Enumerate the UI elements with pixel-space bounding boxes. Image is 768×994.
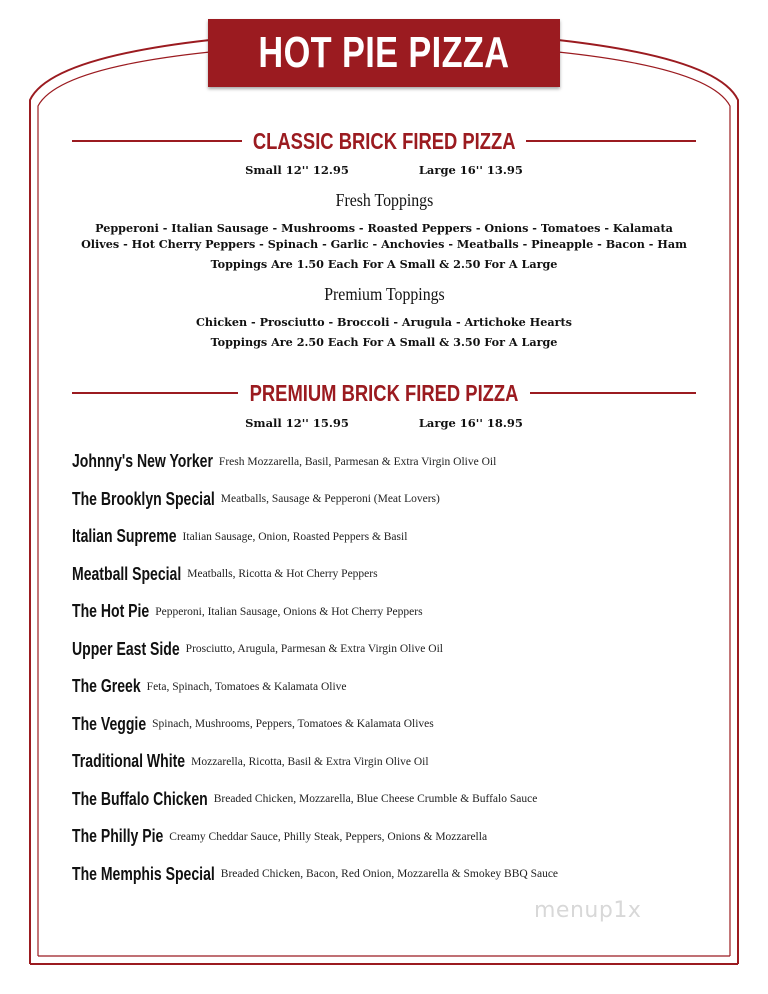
pizza-item <box>72 818 692 856</box>
premium-heading-label: PREMIUM BRICK FIRED PIZZA <box>249 379 519 406</box>
pizza-item <box>72 706 692 744</box>
pizza-item <box>72 781 692 819</box>
pizza-item <box>72 481 692 519</box>
fresh-toppings-price-note: Toppings Are 1.50 Each For A Small & 2.50 For A Large <box>210 257 558 271</box>
pizza-description: Breaded Chicken, Bacon, Red Onion, Mozzarella & Smokey BBQ Sauce <box>220 868 559 881</box>
premium-large-price: Large 16'' 18.95 <box>418 416 523 430</box>
pizza-description: Meatballs, Sausage & Pepperoni (Meat Lovers) <box>220 493 440 506</box>
premium-small-price: Small 12'' 15.95 <box>245 416 349 430</box>
pizza-name: The Greek <box>72 676 141 697</box>
fresh-toppings-label: Fresh Toppings <box>335 190 433 210</box>
pizza-item <box>72 743 692 781</box>
fresh-toppings-line-1: Pepperoni - Italian Sausage - Mushrooms - Roasted Peppers - Onions - Tomatoes - Kalamata <box>95 221 673 235</box>
pizza-item <box>72 443 692 481</box>
pizza-name: The Hot Pie <box>72 601 150 622</box>
pizza-description: Feta, Spinach, Tomatoes & Kalamata Olive <box>146 680 347 693</box>
pizza-description: Italian Sausage, Onion, Roasted Peppers & Basil <box>182 530 408 543</box>
premium-pizza-list <box>72 443 692 893</box>
pizza-description: Creamy Cheddar Sauce, Philly Steak, Peppers, Onions & Mozzarella <box>169 830 488 843</box>
classic-heading-label: CLASSIC BRICK FIRED PIZZA <box>252 127 516 154</box>
pizza-item <box>72 518 692 556</box>
fresh-toppings-heading <box>0 190 768 211</box>
pizza-item <box>72 556 692 594</box>
heading-rule-right <box>526 140 696 142</box>
pizza-name: The Buffalo Chicken <box>72 788 208 809</box>
pizza-description: Pepperoni, Italian Sausage, Onions & Hot Cherry Peppers <box>155 605 423 618</box>
classic-prices <box>0 163 768 177</box>
premium-prices <box>0 416 768 430</box>
pizza-item <box>72 856 692 894</box>
pizza-name: The Philly Pie <box>72 826 164 847</box>
pizza-description: Meatballs, Ricotta & Hot Cherry Peppers <box>187 568 378 581</box>
pizza-name: Johnny's New Yorker <box>72 451 213 472</box>
premium-toppings-line: Chicken - Prosciutto - Broccoli - Arugula - Artichoke Hearts <box>196 315 572 329</box>
pizza-description: Spinach, Mushrooms, Peppers, Tomatoes & Kalamata Olives <box>152 718 434 731</box>
classic-large-price: Large 16'' 13.95 <box>418 163 523 177</box>
pizza-name: Meatball Special <box>72 563 182 584</box>
classic-small-price: Small 12'' 12.95 <box>245 163 349 177</box>
pizza-name: The Brooklyn Special <box>72 488 215 509</box>
pizza-description: Fresh Mozzarella, Basil, Parmesan & Extra Virgin Olive Oil <box>218 455 497 468</box>
heading-rule-left <box>72 392 238 394</box>
pizza-description: Breaded Chicken, Mozzarella, Blue Cheese Crumble & Buffalo Sauce <box>213 793 538 806</box>
pizza-name: Italian Supreme <box>72 526 177 547</box>
premium-toppings-price-note: Toppings Are 2.50 Each For A Small & 3.50 For A Large <box>210 335 558 349</box>
premium-toppings-label: Premium Toppings <box>323 284 445 304</box>
title-banner <box>208 19 560 87</box>
premium-section-heading <box>72 378 696 408</box>
pizza-description: Mozzarella, Ricotta, Basil & Extra Virgin Olive Oil <box>191 755 429 768</box>
page-title: HOT PIE PIZZA <box>258 28 510 77</box>
pizza-item <box>72 631 692 669</box>
heading-rule-right <box>530 392 696 394</box>
heading-rule-left <box>72 140 242 142</box>
pizza-name: Traditional White <box>72 751 186 772</box>
pizza-item <box>72 593 692 631</box>
pizza-name: The Veggie <box>72 713 147 734</box>
pizza-description: Prosciutto, Arugula, Parmesan & Extra Virgin Olive Oil <box>185 643 443 656</box>
premium-toppings-heading <box>0 284 768 305</box>
fresh-toppings-line-2: Olives - Hot Cherry Peppers - Spinach - Garlic - Anchovies - Meatballs - Pineapple - Bacon - Ham <box>81 237 687 251</box>
watermark: menup1x <box>534 898 642 923</box>
pizza-item <box>72 668 692 706</box>
classic-section-heading <box>72 126 696 156</box>
pizza-name: Upper East Side <box>72 638 180 659</box>
pizza-name: The Memphis Special <box>72 863 215 884</box>
